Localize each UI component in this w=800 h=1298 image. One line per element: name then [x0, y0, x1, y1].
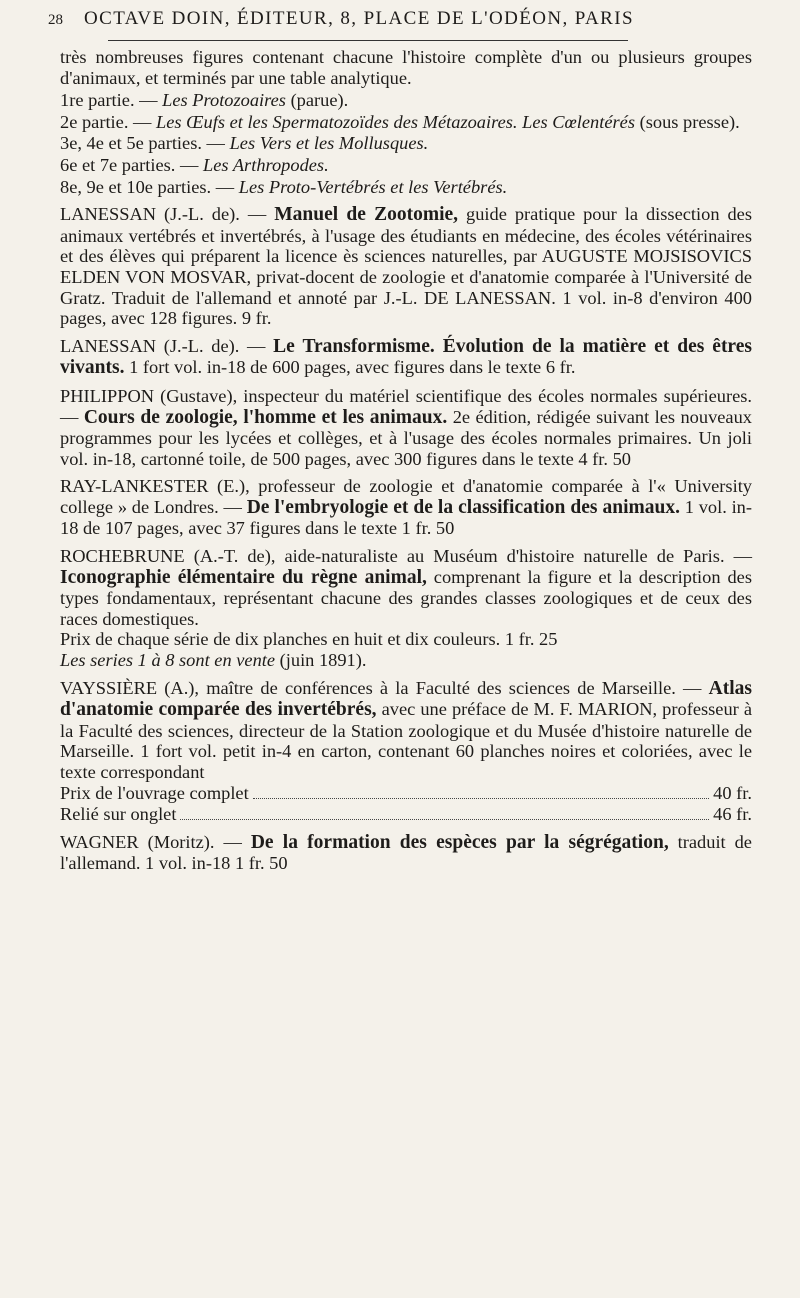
part-title: Les Proto-Vertébrés et les Vertébrés.	[238, 176, 508, 197]
entry-title: Le Transformisme. Évolution de la matière et des êtres vivants.	[60, 335, 752, 379]
entry-philippon	[60, 386, 752, 469]
entry-price: 1 fr. 50	[401, 518, 455, 539]
entry-ray-lankester	[60, 476, 752, 539]
entry-affiliation: professeur de zoologie et d'anatomie comparée à l'« University college » de Londres. —	[60, 476, 752, 517]
entry-author: VAYSSIÈRE (A.),	[60, 677, 200, 698]
entry-text: 1 vol. in-18 de 107 pages, avec 37 figures dans le texte	[60, 496, 752, 539]
part-status: (parue).	[290, 90, 349, 111]
part-label: 8e, 9e et 10e parties. —	[60, 176, 235, 197]
entry-text: très nombreuses figures contenant chacune l'histoire complète d'un ou plusieurs groupes d'animaux, et terminés par une table analytique.	[60, 47, 752, 88]
entry-price-line: Prix de chaque série de dix planches en huit et dix couleurs. 1 fr. 25	[60, 629, 558, 650]
entry-rochebrune	[60, 546, 752, 671]
entry-text: traduit de l'allemand. 1 vol. in-18	[60, 831, 752, 874]
entry-author: PHILIPPON (Gustave),	[60, 385, 238, 406]
dot-leader	[180, 819, 709, 820]
part-title: Les Vers et les Mollusques.	[229, 133, 429, 154]
entry-price: 6 fr.	[545, 357, 576, 378]
entry-series-note	[60, 650, 752, 671]
part-status: (sous presse).	[639, 111, 740, 132]
part-label: 2e partie. —	[60, 111, 152, 132]
entry-affiliation: maître de conférences à la Faculté des sciences de Marseille. —	[206, 677, 702, 698]
part-line	[60, 90, 752, 111]
entry-author: RAY-LANKESTER (E.),	[60, 476, 250, 497]
price-value: 46 fr.	[713, 803, 752, 824]
entry-price: 9 fr.	[241, 308, 272, 329]
part-line	[60, 133, 752, 154]
entry-author: LANESSAN (J.-L. de). —	[60, 335, 266, 356]
running-head: OCTAVE DOIN, ÉDITEUR, 8, PLACE DE L'ODÉON, PARIS	[84, 8, 634, 29]
series-note: Les series 1 à 8 sont en vente	[60, 650, 276, 671]
price-label: Prix de l'ouvrage complet	[60, 782, 249, 803]
page-header	[48, 8, 752, 38]
entry-title: De la formation des espèces par la ségrégation,	[250, 831, 669, 853]
entry-text: avec une préface de M. F. MARION, professeur à la Faculté des sciences, directeur de la Station zoologique et du Musée d'histoire naturelle de Marseille. 1 fort vol. petit in-4 en carton, contenant 60 planches noires et coloriées, avec le texte correspondant	[60, 699, 752, 782]
part-title: Les Arthropodes.	[203, 154, 329, 175]
part-title: Les Œufs et les Spermatozoïdes des Métazoaires. Les Cœlentérés	[156, 111, 635, 132]
entry-title: Manuel de Zootomie,	[274, 204, 459, 226]
entry-vayssiere	[60, 678, 752, 825]
entry-price: 4 fr. 50	[578, 448, 631, 469]
entry-author: WAGNER (Moritz). —	[60, 831, 242, 852]
part-label: 6e et 7e parties. —	[60, 154, 199, 175]
part-line	[60, 177, 752, 198]
part-label: 3e, 4e et 5e parties. —	[60, 133, 225, 154]
entry-text: 2e édition, rédigée suivant les nouveaux programmes pour les lycées et collèges, et à l'usage des écoles normales primaires. Un joli vol. in-18, cartonné toile, de 500 pages, avec 300 figures dans le texte	[60, 406, 752, 469]
entry-wagner	[60, 832, 752, 874]
entry-text: 1 fort vol. in-18 de 600 pages, avec figures dans le texte	[129, 357, 542, 378]
entry-continuation	[60, 47, 752, 197]
entry-author: ROCHEBRUNE (A.-T. de),	[60, 546, 276, 567]
part-label: 1re partie. —	[60, 90, 158, 111]
entry-title: Iconographie élémentaire du règne animal,	[60, 566, 427, 588]
price-value: 40 fr.	[713, 782, 752, 803]
entry-author: LANESSAN (J.-L. de). —	[60, 204, 267, 225]
entry-lanessan-zootomie	[60, 204, 752, 329]
entry-text: comprenant la figure et la description des types fondamentaux, représentant chacune des grandes classes zoologiques et de ceux des races domestiques.	[60, 566, 752, 629]
entry-lanessan-transformisme	[60, 336, 752, 379]
price-label: Relié sur onglet	[60, 803, 177, 824]
series-date: (juin 1891).	[279, 650, 367, 671]
page-number: 28	[48, 12, 63, 28]
price-line	[60, 804, 752, 825]
header-rule	[108, 40, 628, 41]
dot-leader	[253, 798, 709, 799]
part-line	[60, 112, 752, 133]
entry-title: Atlas d'anatomie comparée des invertébrés,	[60, 677, 752, 721]
entry-price: 1 fr. 50	[234, 853, 288, 874]
catalogue-entries	[48, 47, 752, 874]
entry-affiliation: inspecteur du matériel scientifique des écoles normales supérieures. —	[60, 385, 753, 427]
part-title: Les Protozoaires	[162, 90, 286, 111]
entry-affiliation: aide-naturaliste au Muséum d'histoire naturelle de Paris. —	[284, 546, 752, 567]
entry-title: De l'embryologie et de la classification des animaux.	[246, 496, 680, 518]
price-line	[60, 783, 752, 804]
entry-title: Cours de zoologie, l'homme et les animaux.	[83, 406, 448, 428]
entry-text: guide pratique pour la dissection des animaux vertébrés et invertébrés, à l'usage des étudiants en médecine, des écoles vétérinaires et des élèves qui préparent la licence ès sciences naturelles, par AUGUSTE MOJSISOVICS ELDEN VON MOSVAR, privat-docent de zoologie et d'anatomie comparée à l'Université de Gratz. Traduit de l'allemand et annoté par J.-L. DE LANESSAN. 1 vol. in-8 d'environ 400 pages, avec 128 figures.	[60, 204, 752, 329]
part-line	[60, 155, 752, 176]
